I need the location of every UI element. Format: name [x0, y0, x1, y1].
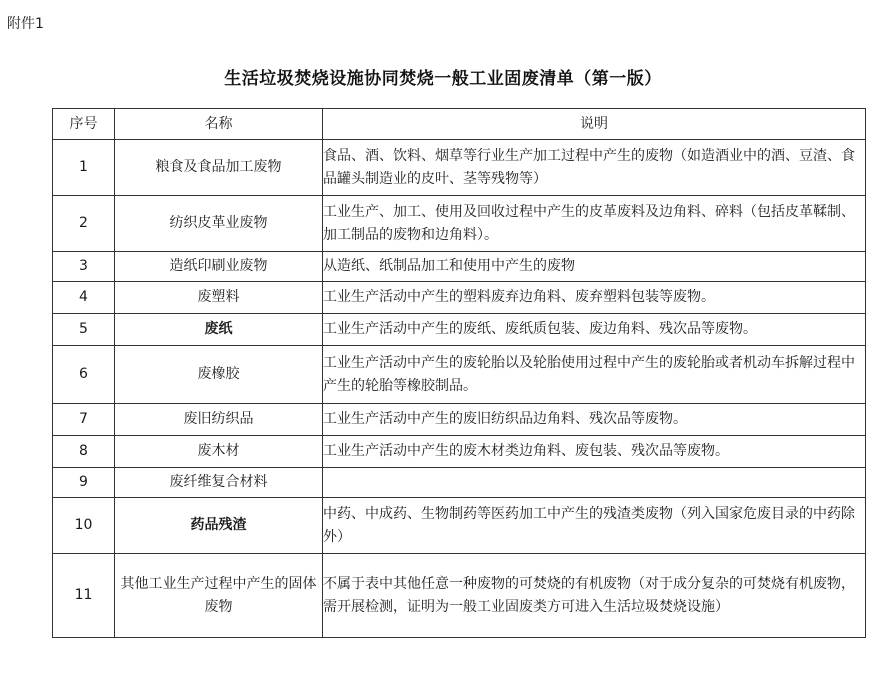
row-seq: 6 — [53, 346, 115, 404]
row-description: 工业生产、加工、使用及回收过程中产生的皮革废料及边角料、碎料（包括皮革鞣制、加工制品的废物和边角料）。 — [323, 196, 866, 252]
row-seq: 3 — [53, 252, 115, 282]
header-name: 名称 — [115, 109, 323, 140]
table-row — [53, 314, 866, 346]
row-description: 工业生产活动中产生的废轮胎以及轮胎使用过程中产生的废轮胎或者机动车拆解过程中产生的轮胎等橡胶制品。 — [323, 346, 866, 404]
header-description: 说明 — [323, 109, 866, 140]
waste-list-table — [52, 108, 866, 638]
row-name: 纺织皮革业废物 — [115, 196, 323, 252]
table-row — [53, 346, 866, 404]
row-description — [323, 468, 866, 498]
row-description: 工业生产活动中产生的塑料废弃边角料、废弃塑料包装等废物。 — [323, 282, 866, 314]
row-name: 废塑料 — [115, 282, 323, 314]
row-name: 粮食及食品加工废物 — [115, 140, 323, 196]
row-description: 不属于表中其他任意一种废物的可焚烧的有机废物（对于成分复杂的可焚烧有机废物，需开展检测，证明为一般工业固废类方可进入生活垃圾焚烧设施） — [323, 554, 866, 638]
row-description: 工业生产活动中产生的废纸、废纸质包装、废边角料、残次品等废物。 — [323, 314, 866, 346]
table-row — [53, 468, 866, 498]
row-name: 造纸印刷业废物 — [115, 252, 323, 282]
table-row — [53, 196, 866, 252]
row-name: 废木材 — [115, 436, 323, 468]
row-name: 废橡胶 — [115, 346, 323, 404]
table-row — [53, 498, 866, 554]
row-seq: 2 — [53, 196, 115, 252]
row-description: 食品、酒、饮料、烟草等行业生产加工过程中产生的废物（如造酒业中的酒、豆渣、食品罐头制造业的皮叶、茎等残物等） — [323, 140, 866, 196]
row-seq: 4 — [53, 282, 115, 314]
row-description: 工业生产活动中产生的废木材类边角料、废包装、残次品等废物。 — [323, 436, 866, 468]
table-row — [53, 554, 866, 638]
row-seq: 10 — [53, 498, 115, 554]
document-title: 生活垃圾焚烧设施协同焚烧一般工业固废清单（第一版） — [224, 69, 662, 89]
row-description: 工业生产活动中产生的废旧纺织品边角料、残次品等废物。 — [323, 404, 866, 436]
row-seq: 1 — [53, 140, 115, 196]
row-seq: 5 — [53, 314, 115, 346]
row-name: 废纤维复合材料 — [115, 468, 323, 498]
table-row — [53, 252, 866, 282]
table-row — [53, 436, 866, 468]
row-seq: 7 — [53, 404, 115, 436]
row-description: 从造纸、纸制品加工和使用中产生的废物 — [323, 252, 866, 282]
header-seq: 序号 — [53, 109, 115, 140]
table-row — [53, 140, 866, 196]
row-seq: 8 — [53, 436, 115, 468]
attachment-label: 附件1 — [7, 16, 44, 32]
table-header-row — [53, 109, 866, 140]
row-name: 药品残渣 — [115, 498, 323, 554]
table-row — [53, 404, 866, 436]
row-name: 废纸 — [115, 314, 323, 346]
row-seq: 9 — [53, 468, 115, 498]
table-row — [53, 282, 866, 314]
row-seq: 11 — [53, 554, 115, 638]
row-name: 其他工业生产过程中产生的固体废物 — [115, 554, 323, 638]
row-description: 中药、中成药、生物制药等医药加工中产生的残渣类废物（列入国家危废目录的中药除外） — [323, 498, 866, 554]
row-name: 废旧纺织品 — [115, 404, 323, 436]
